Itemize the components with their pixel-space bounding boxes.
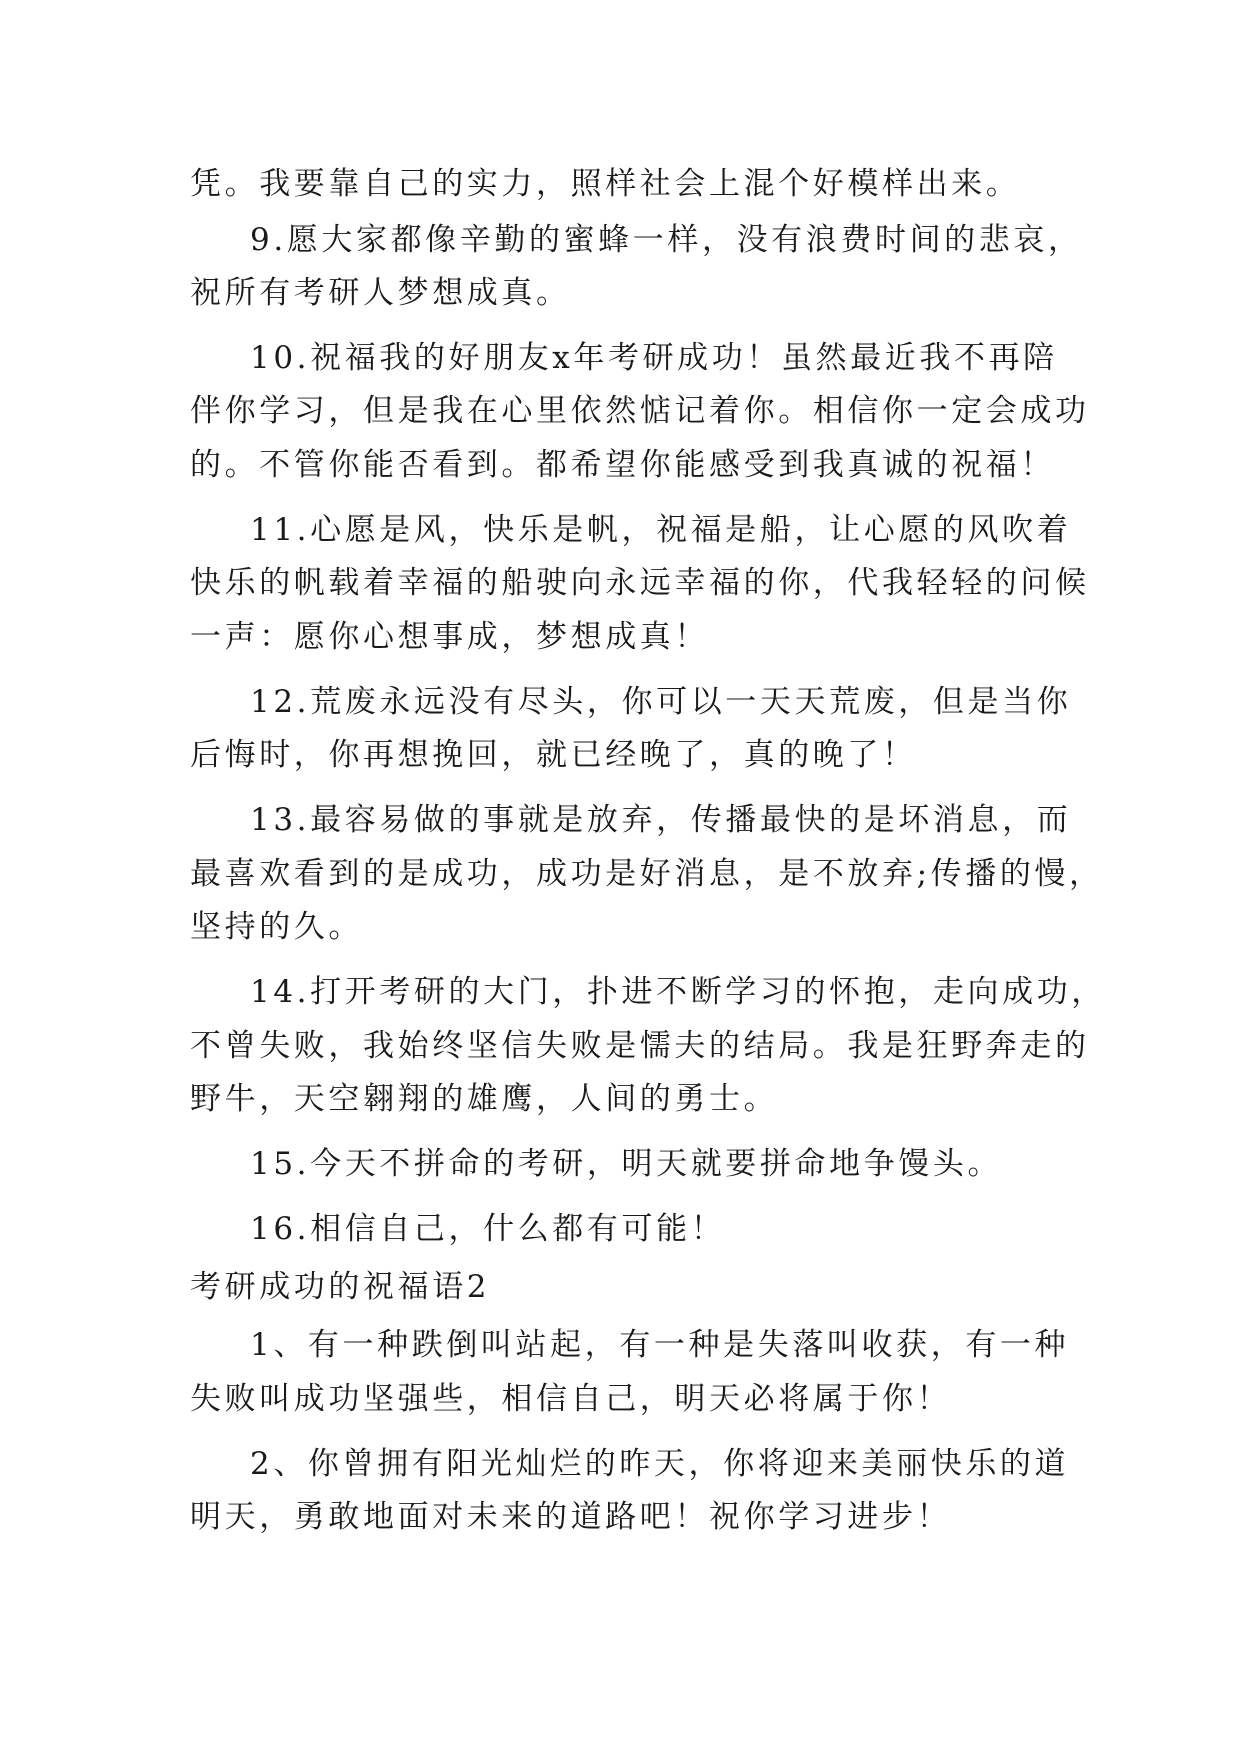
section-heading: 考研成功的祝福语2 [190,1269,491,1305]
text-line: 野牛，天空翱翔的雄鹰，人间的勇士。 [190,1081,779,1117]
list-item-11: 11.心愿是风，快乐是帆，祝福是船，让心愿的风吹着 [250,512,1072,548]
list-item-16: 16.相信自己，什么都有可能！ [250,1211,726,1247]
text-line: 祝所有考研人梦想成真。 [190,275,571,311]
text-line: 的。不管你能否看到。都希望你能感受到我真诚的祝福！ [190,447,1055,483]
text-line: 明天，勇敢地面对未来的道路吧！祝你学习进步！ [190,1499,952,1535]
text-line: 最喜欢看到的是成功，成功是好消息，是不放弃;传播的慢， [190,856,1104,892]
list-item-9: 9.愿大家都像辛勤的蜜蜂一样，没有浪费时间的悲哀， [250,222,1083,258]
text-line: 后悔时，你再想挽回，就已经晚了，真的晚了！ [190,737,917,773]
text-line: 失败叫成功坚强些，相信自己，明天必将属于你！ [190,1381,952,1417]
list-item-14: 14.打开考研的大门，扑进不断学习的怀抱，走向成功， [250,974,1106,1010]
list-item-13: 13.最容易做的事就是放弃，传播最快的是坏消息，而 [250,802,1072,838]
list-item-12: 12.荒废永远没有尽头，你可以一天天荒废，但是当你 [250,684,1072,720]
list-item-2: 2、你曾拥有阳光灿烂的昨天，你将迎来美丽快乐的道 [250,1446,1070,1482]
text-line: 快乐的帆载着幸福的船驶向永远幸福的你，代我轻轻的问候 [190,565,1090,601]
list-item-15: 15.今天不拼命的考研，明天就要拼命地争馒头。 [250,1146,1003,1182]
text-line: 不曾失败，我始终坚信失败是懦夫的结局。我是狂野奔走的 [190,1028,1090,1064]
list-item-10: 10.祝福我的好朋友x年考研成功！虽然最近我不再陪 [250,340,1058,376]
text-line: 一声：愿你心想事成，梦想成真！ [190,619,709,655]
list-item-1: 1、有一种跌倒叫站起，有一种是失落叫收获，有一种 [250,1327,1070,1363]
text-line: 伴你学习，但是我在心里依然惦记着你。相信你一定会成功 [190,393,1090,429]
text-line: 坚持的久。 [190,909,363,945]
text-line: 凭。我要靠自己的实力，照样社会上混个好模样出来。 [190,166,1021,202]
